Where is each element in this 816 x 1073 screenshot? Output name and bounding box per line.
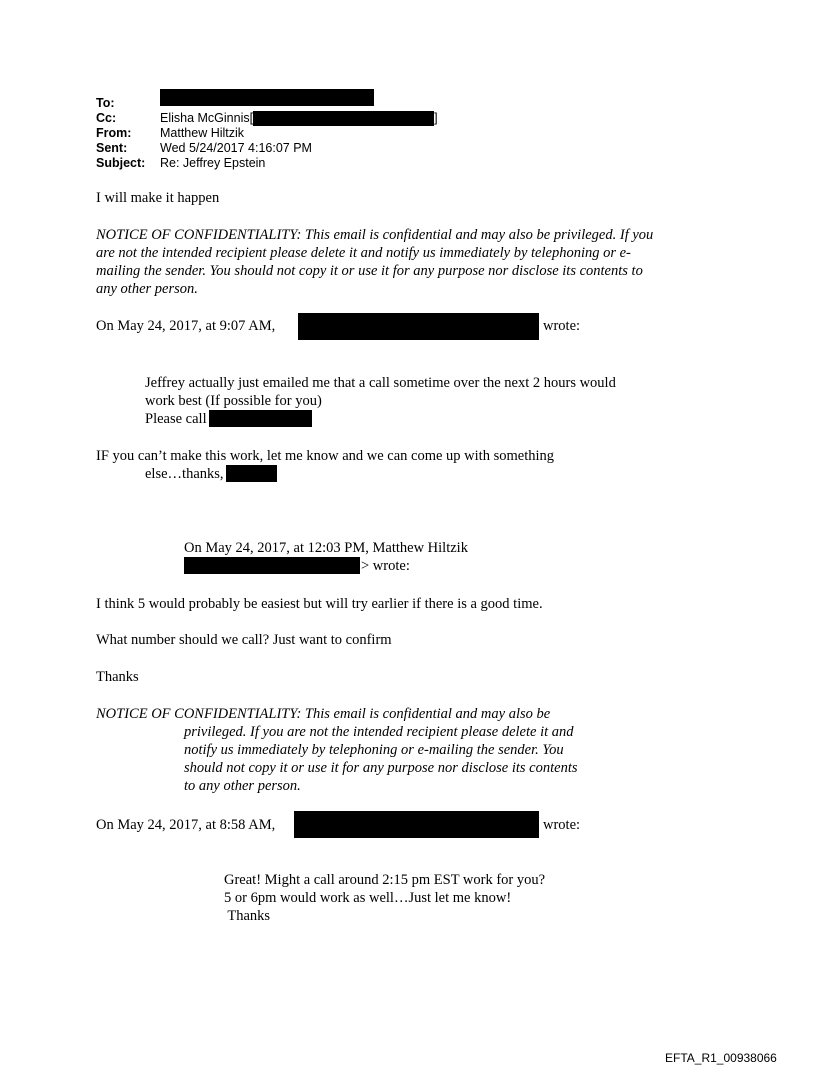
quoted-message <box>145 374 616 428</box>
redaction-bar <box>294 811 539 838</box>
notice-line: any other person. <box>96 281 198 297</box>
subject-value: Re: Jeffrey Epstein <box>160 156 266 170</box>
cc-bracket: ] <box>434 111 438 125</box>
reply-text: I will make it happen <box>96 190 220 206</box>
message-line: Please call <box>145 410 616 428</box>
sent-value: Wed 5/24/2017 4:16:07 PM <box>160 141 312 155</box>
confidentiality-notice-continued <box>184 723 578 795</box>
document-id: EFTA_R1_00938066 <box>665 1051 777 1065</box>
message-line: else…thanks, <box>145 465 277 483</box>
cc-name: Elisha McGinnis[ <box>160 111 254 125</box>
message-line: Great! Might a call around 2:15 pm EST work for you? <box>224 872 546 888</box>
message-line: Thanks <box>96 669 139 685</box>
notice-line: are not the intended recipient please delete it and notify us immediately by telephoning or e- <box>96 245 631 261</box>
message-line: 5 or 6pm would work as well…Just let me know! <box>224 890 512 906</box>
quoted-message <box>224 871 545 925</box>
notice-line: privileged. If you are not the intended recipient please delete it and <box>184 724 574 740</box>
to-label: To: <box>96 96 115 110</box>
message-line: work best (If possible for you) <box>145 393 322 409</box>
message-line: IF you can’t make this work, let me know and we can come up with something <box>96 448 554 464</box>
notice-line: notify us immediately by telephoning or e-mailing the sender. You <box>184 742 564 758</box>
confidentiality-notice <box>96 226 653 298</box>
redaction-bar <box>226 465 277 482</box>
quote-header: On May 24, 2017, at 8:58 AM, <box>96 817 276 833</box>
notice-line: mailing the sender. You should not copy it or use it for any purpose nor disclose its contents to <box>96 263 643 279</box>
from-label: From: <box>96 126 132 140</box>
notice-line: should not copy it or use it for any purpose nor disclose its contents <box>184 760 578 776</box>
notice-line: NOTICE OF CONFIDENTIALITY: This email is confidential and may also be privileged. If you <box>96 227 654 243</box>
subject-label: Subject: <box>96 156 146 170</box>
redaction-bar <box>184 557 360 574</box>
quote-header-suffix: wrote: <box>543 318 581 334</box>
from-value: Matthew Hiltzik <box>160 126 245 140</box>
message-line: Jeffrey actually just emailed me that a call sometime over the next 2 hours would <box>145 375 616 391</box>
message-line: I think 5 would probably be easiest but will try earlier if there is a good time. <box>96 596 543 612</box>
message-line: Thanks <box>224 908 271 924</box>
redaction-bar <box>160 89 374 106</box>
cc-label: Cc: <box>96 111 117 125</box>
quote-header-suffix: > wrote: <box>361 558 410 574</box>
redaction-bar <box>209 410 312 427</box>
confidentiality-notice: NOTICE OF CONFIDENTIALITY: This email is confidential and may also be <box>96 706 551 722</box>
cc-value <box>160 111 438 126</box>
quote-header: On May 24, 2017, at 12:03 PM, Matthew Hiltzik <box>184 540 468 556</box>
redaction-bar <box>253 111 434 126</box>
quote-header-suffix: wrote: <box>543 817 581 833</box>
sent-label: Sent: <box>96 141 128 155</box>
message-line: What number should we call? Just want to confirm <box>96 632 392 648</box>
redaction-bar <box>298 313 539 340</box>
notice-line: to any other person. <box>184 778 301 794</box>
quote-header: On May 24, 2017, at 9:07 AM, <box>96 318 276 334</box>
